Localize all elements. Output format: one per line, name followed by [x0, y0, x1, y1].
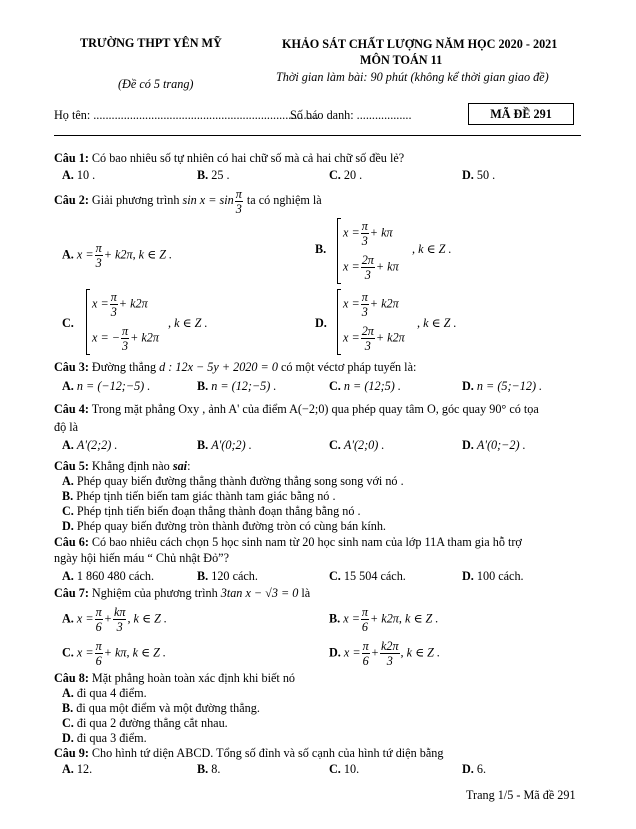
q3-option-b[interactable]: B. n = (12;−5) . — [197, 379, 277, 393]
q8-option-d[interactable]: D. đi qua 3 điểm. — [62, 731, 147, 745]
q3-option-d[interactable]: D. n = (5;−12) . — [462, 379, 543, 393]
q9-option-d[interactable]: D. 6. — [462, 762, 487, 776]
q9-option-c[interactable]: C. 10. — [329, 762, 360, 776]
school-name: TRƯỜNG THPT YÊN MỸ — [80, 36, 222, 50]
q6-option-a[interactable]: A. 1 860 480 cách. — [62, 569, 155, 583]
q9-option-a[interactable]: A. 12. — [62, 762, 93, 776]
q6-option-c[interactable]: C. 15 504 cách. — [329, 569, 406, 583]
q2-b-system — [337, 218, 338, 284]
question-1 — [54, 151, 404, 166]
question-9: Câu 9: Cho hình tứ diện ABCD. Tổng số đỉnh và số cạnh của hình tứ diện bằng — [54, 746, 444, 760]
question-6: Câu 6: Có bao nhiêu cách chọn 5 học sinh nam từ 20 học sinh nam của lớp 11A tham gia hỗ trợ — [54, 535, 522, 549]
q7-option-b[interactable]: B. x = $\frac{\pi}{6}$ + k2π, k ∈ Z . — [329, 605, 439, 635]
q5-option-c[interactable]: C. Phép tịnh tiến biến đoạn thẳng thành đoạn thẳng bằng nó . — [62, 504, 361, 518]
q1-text: Có bao nhiêu số tự nhiên có hai chữ số mà cả hai chữ số đều lẻ? — [91, 151, 405, 165]
question-5: Câu 5: Khẳng định nào sai: — [54, 459, 191, 473]
exam-title: KHẢO SÁT CHẤT LƯỢNG NĂM HỌC 2020 - 2021 — [282, 37, 558, 51]
q5-option-b[interactable]: B. Phép tịnh tiến biến tam giác thành tam giác bằng nó . — [62, 489, 336, 503]
q2-option-d[interactable]: D. — [315, 316, 327, 330]
page-footer: Trang 1/5 - Mã đề 291 — [466, 788, 576, 802]
q6-option-d[interactable]: D. 100 cách. — [462, 569, 524, 583]
q2-c-system — [86, 289, 87, 355]
q7-option-c[interactable]: C. x = $\frac{\pi}{6}$ + kπ, k ∈ Z . — [62, 639, 166, 669]
q7-option-d[interactable]: D. x = $\frac{\pi}{6}$ + $\frac{k2\pi}{3}$ , k ∈ Z . — [329, 639, 441, 669]
question-3: Câu 3: Đường thẳng d : 12x − 5y + 2020 = 0 có một véctơ pháp tuyến là: — [54, 360, 417, 374]
q4-option-c[interactable]: C. A'(2;0) . — [329, 438, 385, 452]
q3-option-c[interactable]: C. n = (12;5) . — [329, 379, 401, 393]
id-field: Số báo danh: .................. — [290, 108, 412, 122]
q7-option-a[interactable]: A. x = $\frac{\pi}{6}$ + $\frac{k\pi}{3}$ , k ∈ Z . — [62, 605, 167, 635]
q6-option-b[interactable]: B. 120 cách. — [197, 569, 258, 583]
q2-option-b[interactable]: B. — [315, 242, 327, 256]
q1-option-c[interactable]: C. 20 . — [329, 168, 363, 182]
q4-option-a[interactable]: A. A'(2;2) . — [62, 438, 118, 452]
q4-option-d[interactable]: D. A'(0;−2) . — [462, 438, 526, 452]
question-7: Câu 7: Nghiệm của phương trình 3tan x − √3 = 0 là — [54, 586, 311, 600]
q1-option-b[interactable]: B. 25 . — [197, 168, 230, 182]
name-field: Họ tên: .......................................................................... — [54, 108, 319, 122]
question-2: Câu 2: Giải phương trình sin x = sin $\frac{\pi}{3}$ ta có nghiệm là — [54, 187, 322, 217]
q8-option-c[interactable]: C. đi qua 2 đường thẳng cắt nhau. — [62, 716, 228, 730]
q2-d-system — [337, 289, 338, 355]
q9-option-b[interactable]: B. 8. — [197, 762, 221, 776]
q4-option-b[interactable]: B. A'(0;2) . — [197, 438, 252, 452]
q4-text-cont: độ là — [54, 420, 79, 434]
question-8: Câu 8: Mặt phẳng hoàn toàn xác định khi biết nó — [54, 671, 296, 685]
time-note: Thời gian làm bài: 90 phút (không kể thời gian giao đề) — [276, 70, 549, 84]
q2-option-c[interactable]: C. — [62, 316, 74, 330]
pages-note: (Đề có 5 trang) — [118, 77, 194, 91]
divider — [54, 135, 581, 136]
q1-option-a[interactable]: A. 10 . — [62, 168, 96, 182]
exam-code: MÃ ĐỀ 291 — [468, 103, 574, 125]
subject: MÔN TOÁN 11 — [360, 53, 443, 67]
q1-label: Câu 1: — [54, 151, 89, 165]
question-4: Câu 4: Trong mặt phẳng Oxy , ảnh A' của điểm A(−2;0) qua phép quay tâm O, góc quay 90° có tọa — [54, 402, 539, 416]
q6-text-cont: ngày hội hiến máu “ Chủ nhật Đỏ”? — [54, 551, 229, 565]
q8-option-a[interactable]: A. đi qua 4 điểm. — [62, 686, 147, 700]
q8-option-b[interactable]: B. đi qua một điểm và một đường thẳng. — [62, 701, 260, 715]
q2-option-a[interactable]: A. x = $\frac{\pi}{3}$ + k2π, k ∈ Z . — [62, 241, 173, 271]
q5-option-a[interactable]: A. Phép quay biến đường thẳng thành đường thẳng song song với nó . — [62, 474, 404, 488]
q3-option-a[interactable]: A. n = (−12;−5) . — [62, 379, 151, 393]
q1-option-d[interactable]: D. 50 . — [462, 168, 496, 182]
q5-option-d[interactable]: D. Phép quay biến đường tròn thành đường tròn có cùng bán kính. — [62, 519, 386, 533]
